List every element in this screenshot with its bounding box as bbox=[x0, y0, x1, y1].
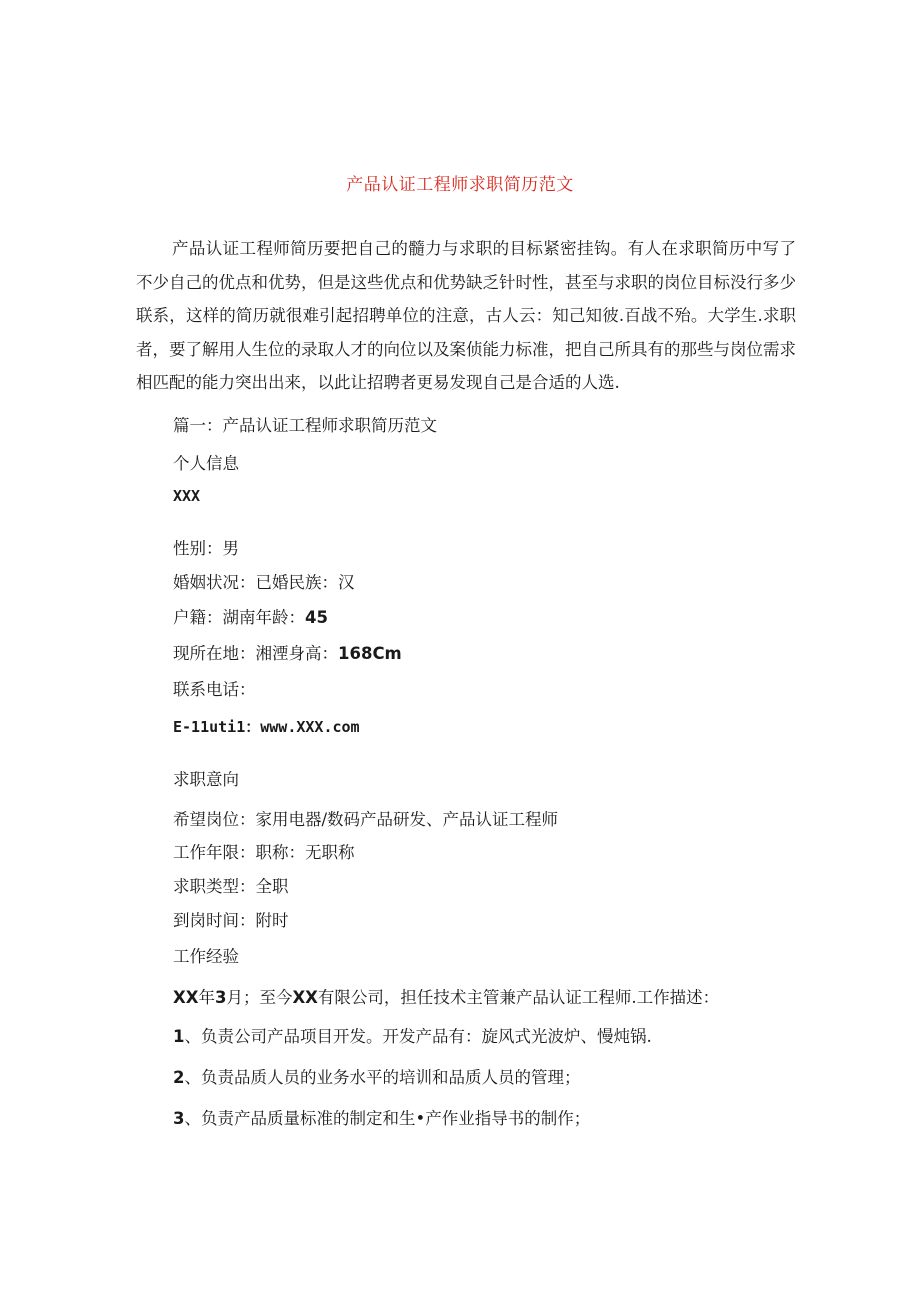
duty-number: 2 bbox=[173, 1068, 185, 1087]
duty-item bbox=[173, 1023, 652, 1047]
duty-number: 1 bbox=[173, 1027, 185, 1046]
intro-paragraph: 产品认证工程师简历要把自己的髓力与求职的目标紧密挂钩。有人在求职简历中写了不少自己的优点和优势，但是这些优点和优势缺乏针时性，甚至与求职的岗位目标没行多少联系，这样的简历就很难引起招聘单位的注意，古人云：知己知彼.百战不殆。大学生.求职者，要了解用人生位的录取人才的向位以及案侦能力标准，把自己所具有的那些与岗位需求相匹配的能力突出出来，以此让招聘者更易发现自己是合适的人选. bbox=[136, 239, 796, 392]
personal-info-heading: 个人信息 bbox=[173, 454, 239, 473]
section-heading: 篇一：产品认证工程师求职简历范文 bbox=[173, 416, 437, 435]
gender-line: 性别：男 bbox=[173, 539, 239, 558]
applicant-name: XXX bbox=[173, 487, 201, 505]
work-years-title-line: 工作年限：职称：无职称 bbox=[173, 843, 355, 862]
duty-text: 、负责产品质量标准的制定和生•产作业指导书的制作； bbox=[184, 1109, 591, 1128]
age-value: 45 bbox=[305, 608, 328, 627]
duty-number: 3 bbox=[173, 1109, 185, 1128]
work-experience-heading: 工作经验 bbox=[173, 947, 239, 966]
document-title: 产品认证工程师求职简历范文 bbox=[346, 175, 574, 195]
desired-position-line: 希望岗位：家用电器/数码产品研发、产品认证工程师 bbox=[173, 810, 559, 829]
phone-line: 联系电话： bbox=[173, 680, 256, 699]
job-type-line: 求职类型：全职 bbox=[173, 877, 289, 896]
experience-year-label: 年 bbox=[198, 988, 215, 1007]
location-height-label: 现所在地：湘湮身高： bbox=[173, 644, 338, 663]
hometown-age-label: 户籍：湖南年龄： bbox=[173, 608, 305, 627]
experience-header-line bbox=[173, 984, 719, 1008]
hometown-age-line bbox=[173, 604, 328, 628]
duty-item bbox=[173, 1064, 580, 1088]
experience-month-value: 3 bbox=[214, 988, 227, 1007]
experience-period-start: XX bbox=[173, 988, 199, 1007]
job-intention-heading: 求职意向 bbox=[173, 770, 239, 789]
email-line: E-11uti1：www.XXX.com bbox=[173, 718, 360, 736]
location-height-line bbox=[173, 640, 402, 664]
duty-text: 、负责品质人员的业务水平的培训和品质人员的管理； bbox=[184, 1068, 581, 1087]
duty-item bbox=[173, 1105, 590, 1129]
duty-text: 、负责公司产品项目开发。开发产品有：旋风式光波炉、慢炖锅. bbox=[184, 1027, 652, 1046]
marital-ethnicity-line: 婚姻状况：已婚民族：汉 bbox=[173, 573, 355, 592]
experience-month-label: 月；至今 bbox=[226, 988, 293, 1007]
availability-line: 到岗时间：附时 bbox=[173, 911, 289, 930]
experience-company-prefix: XX bbox=[292, 988, 318, 1007]
height-value: 168Cm bbox=[338, 644, 402, 663]
experience-company-role: 有限公司，担任技术主管兼产品认证工程师.工作描述： bbox=[317, 988, 720, 1007]
